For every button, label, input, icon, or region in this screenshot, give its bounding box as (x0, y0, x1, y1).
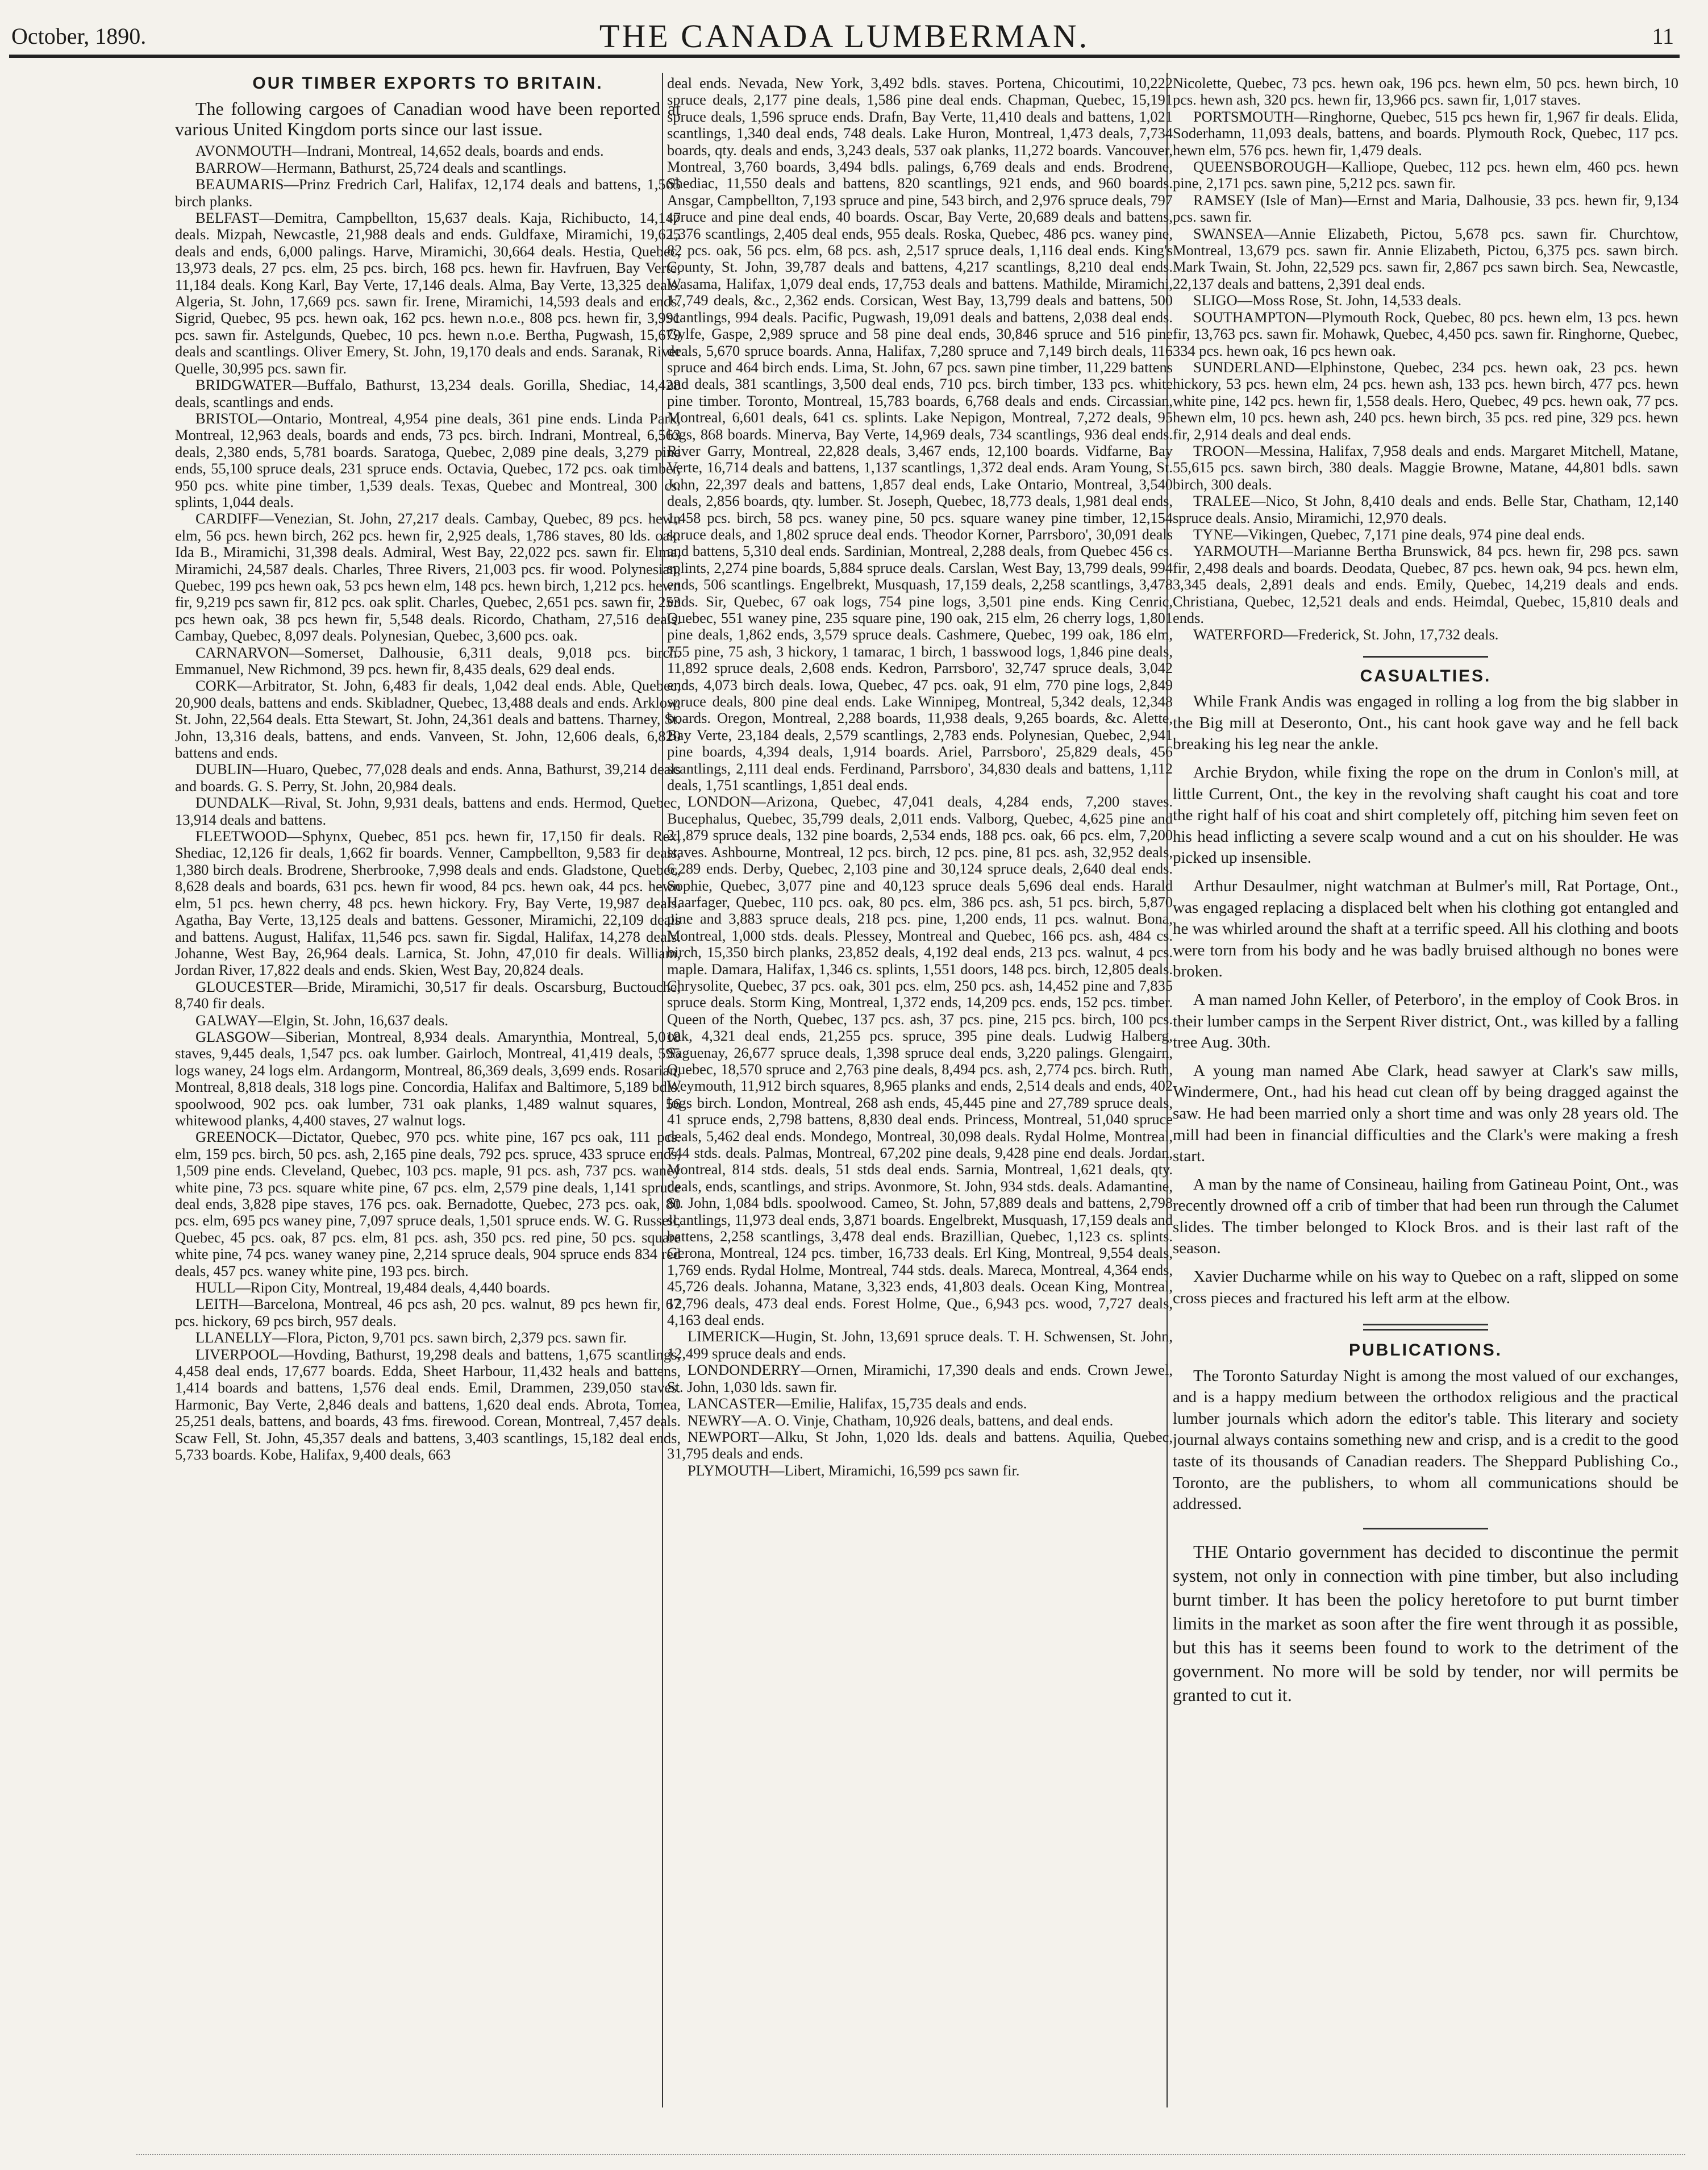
export-entry: QUEENSBOROUGH—Kalliope, Quebec, 112 pcs. hewn elm, 460 pcs. hewn pine, 2,171 pcs. sawn pine, 5,212 pcs. sawn fir. (1173, 158, 1678, 192)
export-entry: CARNARVON—Somerset, Dalhousie, 6,311 deals, 9,018 pcs. birch. Emmanuel, New Richmond, 39 pcs. hewn fir, 8,435 deals, 629 deal ends. (175, 643, 681, 677)
exports-intro: The following cargoes of Canadian wood have been reported at various United Kingdom ports since our last issue. (175, 98, 681, 140)
export-entry: LIVERPOOL—Hovding, Bathurst, 19,298 deals and battens, 1,675 scantlings, 4,458 deal ends, 17,677 boards. Edda, Sheet Harbour, 11,432 heals and battens, 1,414 boards and battens, 1,576 deal ends. Emil, Drammen, 239,050 staves. Harmonic, Bay Verte, 2,846 deals and battens, 1,620 deal ends. Abrota, Tomea, 25,251 deals, battens, and boards, 43 fms. firewood. Corean, Montreal, 7,457 deals. Scaw Fell, St. John, 45,357 deals and battens, 3,403 scantlings, 15,182 deal ends, 5,733 boards. Kobe, Halifax, 9,400 deals, 663 (175, 1345, 681, 1464)
export-entry: FLEETWOOD—Sphynx, Quebec, 851 pcs. hewn fir, 17,150 fir deals. Rex, Shediac, 12,126 fir deals, 1,662 fir boards. Venner, Campbellton, 9,583 fir deals, 1,380 birch deals. Brodrene, Sherbrooke, 7,998 deals and ends. Gladstone, Quebec, 8,628 deals and boards, 631 pcs. hewn fir wood, 84 pcs. hewn oak, 44 pcs. hewn elm, 51 pcs. hewn cherry, 48 pcs. hewn hickory. Fry, Bay Verte, 19,987 deals. Agatha, Bay Verte, 13,125 deals and battens. Gessoner, Miramichi, 22,109 deals and battens. August, Halifax, 11,546 pcs. sawn fir. Sigdal, Halifax, 14,278 deals. Johanne, West Bay, 26,964 deals. Larnica, St. John, 47,010 fir deals. William, Jordan River, 17,822 deals and ends. Skien, West Bay, 20,824 deals. (175, 828, 681, 979)
column-1 (175, 75, 681, 2098)
export-entry: HULL—Ripon City, Montreal, 19,484 deals, 4,440 boards. (195, 1279, 551, 1296)
casualties-heading: CASUALTIES. (1360, 666, 1492, 685)
export-entry: BELFAST—Demitra, Campbellton, 15,637 deals. Kaja, Richibucto, 14,147 deals. Mizpah, Newcastle, 21,988 deals and ends. Guldfaxe, Miramichi, 19,625 deals and ends, 6,000 palings. Harve, Miramichi, 30,664 deals. Hestia, Quebec, 13,973 deals, 27 pcs. elm, 25 pcs. birch, 168 pcs. hewn fir. Havfruen, Bay Verte, 11,184 deals. Kong Karl, Bay Verte, 17,146 deals. Alma, Bay Verte, 13,325 deals. Algeria, St. John, 17,669 pcs. sawn fir. Irene, Miramichi, 14,593 deals and ends. Sigrid, Quebec, 95 pcs. hewn oak, 162 pcs. hewn n.o.e., 808 pcs. hewn fir, 3,991 pcs. sawn fir. Astelgunds, Quebec, 10 pcs. hewn n.o.e. Bertha, Pugwash, 15,679 deals and scantlings. Oliver Emery, St. John, 19,170 deals and ends. Saranak, River Quelle, 30,995 pcs. sawn fir. (175, 209, 681, 377)
export-entry: RAMSEY (Isle of Man)—Ernst and Maria, Dalhousie, 33 pcs. hewn fir, 9,134 pcs. sawn fir. (1173, 191, 1678, 226)
export-entry: LONDON—Arizona, Quebec, 47,041 deals, 4,284 ends, 7,200 staves. Bucephalus, Quebec, 35,799 deals, 2,011 ends. Valborg, Quebec, 4,625 pine and 21,879 spruce deals, 132 pine boards, 2,534 ends, 188 pcs. oak, 66 pcs. elm, 7,200 staves. Ashbourne, Montreal, 12 pcs. birch, 12 pcs. pine, 81 pcs. ash, 32,952 deals, 6,289 ends. Derby, Quebec, 2,103 pine and 30,124 spruce deals, 2,640 deal ends. Sophie, Quebec, 3,077 pine and 40,123 spruce deals 5,696 deal ends. Harald Haarfager, Quebec, 110 pcs. oak, 80 pcs. elm, 386 pcs. ash, 51 pcs. birch, 5,870 pine and 3,883 spruce deals, 218 pcs. pine, 1,200 ends, 11 pcs. walnut. Bona, Montreal, 1,000 stds. deals. Plessey, Montreal and Quebec, 166 pcs. ash, 484 cs. birch, 15,350 birch planks, 23,852 deals, 4,192 deal ends, 213 pcs. walnut, 4 pcs. maple. Damara, Halifax, 1,346 cs. splints, 1,551 doors, 148 pcs. birch, 12,805 deals. Chrysolite, Quebec, 37 pcs. oak, 301 pcs. elm, 250 pcs. ash, 14,452 pine and 7,835 spruce deals. Storm King, Montreal, 1,372 ends, 14,209 pcs. ends, 152 pcs. timber. Queen of the North, Quebec, 137 pcs. ash, 37 pcs. pine, 215 pcs. birch, 100 pcs. oak, 4,321 deal ends, 21,255 pcs. spruce, 395 pine deals. Ludwig Halberg, Saguenay, 26,677 spruce deals, 1,398 spruce deal ends, 3,220 palings. Glengairn, Quebec, 18,570 spruce and 2,763 pine deals, 8,494 pcs. ash, 2,774 pcs. birch. Ruth, Weymouth, 11,912 birch squares, 8,965 planks and ends, 2,514 deals and ends, 402 logs birch. London, Montreal, 268 ash ends, 45,445 pine and 27,789 spruce deals, 41 spruce ends, 2,798 battens, 8,830 deal ends. Princess, Montreal, 51,040 spruce deals, 5,462 deal ends. Mondego, Montreal, 30,098 deals. Rydal Holme, Montreal, 744 stds. deals. Palmas, Montreal, 67,202 pine deals, 9,428 pine end deals. Jordan, Montreal, 814 stds. deals, 51 stds deal ends. Sarnia, Montreal, 1,621 deals, qty. deals, ends, scantlings, and strips. Avonmore, St. John, 934 stds. deals. Adamantine, St. John, 1,084 bdls. spoolwood. Cameo, St. John, 57,889 deals and battens, 2,798 scantlings, 11,973 deal ends, 3,871 boards. Engelbrekt, Musquash, 17,159 deals and battens, 2,258 scantlings, 3,478 deal ends. Brazillian, Quebec, 1,123 cs. splints. Gerona, Montreal, 124 pcs. timber, 16,733 deals. Erl King, Montreal, 9,554 deals, 1,769 ends. Rydal Holme, Montreal, 744 stds. deals. Mareca, Montreal, 4,364 ends, 45,726 deals. Johanna, Matane, 3,323 ends, 41,803 deals. Ocean King, Montreal, 12,796 deals, 473 deal ends. Forest Holme, Que., 6,943 pcs. wood, 7,727 deals, 4,163 deal ends. (667, 793, 1173, 1329)
column-2 (667, 75, 1173, 2098)
export-entry: AVONMOUTH—Indrani, Montreal, 14,652 deals, boards and ends. (195, 142, 604, 160)
export-entry: LIMERICK—Hugin, St. John, 13,691 spruce deals. T. H. Schwensen, St. John, 12,499 spruce deals and ends. (667, 1328, 1173, 1362)
export-entry: NEWPORT—Alku, St John, 1,020 lds. deals and battens. Aquilia, Quebec, 31,795 deals and ends. (667, 1428, 1173, 1462)
export-entry: Nicolette, Quebec, 73 pcs. hewn oak, 196 pcs. hewn elm, 50 pcs. hewn birch, 10 pcs. hewn ash, 320 pcs. hewn fir, 13,966 pcs. sawn fir, 1,017 staves. (1173, 75, 1678, 109)
export-entry: WATERFORD—Frederick, St. John, 17,732 deals. (1193, 626, 1499, 643)
export-entry: BRISTOL—Ontario, Montreal, 4,954 pine deals, 361 pine ends. Linda Park, Montreal, 12,963 deals, boards and ends, 73 pcs. birch. Indrani, Montreal, 6,563 deals, 2,380 ends, 5,781 boards. Saratoga, Quebec, 2,089 pine deals, 3,279 pine ends, 55,100 spruce deals, 231 spruce ends. Octavia, Quebec, 172 pcs. oak timber, 950 pcs. white pine timber, 1,539 deals. Texas, Quebec and Montreal, 300 cs. splints, 1,044 deals. (175, 409, 681, 510)
section-divider (1363, 656, 1488, 658)
export-entry: GLASGOW—Siberian, Montreal, 8,934 deals. Amarynthia, Montreal, 5,018 staves, 9,445 deals, 1,547 pcs. oak lumber. Gairloch, Montreal, 41,419 deals, 595 logs waney, 24 logs elm. Ardangorm, Montreal, 86,369 deals, 3,699 ends. Rosarian, Montreal, 8,818 deals, 318 logs pine. Concordia, Halifax and Baltimore, 5,189 bdls. spoolwood, 902 pcs. oak lumber, 731 oak planks, 1,489 walnut squares, 56 whitewood planks, 4,400 staves, 27 walnut logs. (175, 1028, 681, 1129)
export-entry: TROON—Messina, Halifax, 7,958 deals and ends. Margaret Mitchell, Matane, 55,615 pcs. sawn birch, 380 deals. Maggie Browne, Matane, 44,801 bdls. sawn birch, 300 deals. (1173, 442, 1678, 493)
export-entry: BEAUMARIS—Prinz Fredrich Carl, Halifax, 12,174 deals and battens, 1,565 birch planks. (175, 176, 681, 210)
export-entry: CORK—Arbitrator, St. John, 6,483 fir deals, 1,042 deal ends. Able, Quebec, 20,900 deals, battens and ends. Skibladner, Quebec, 13,488 deals and ends. Arklow, St. John, 22,564 deals. Etta Stewart, St. John, 24,361 deals and battens. Tharney, St. John, 13,316 deals, battens, and ends. Vanveen, St. John, 12,606 deals, 6,820 battens and ends. (175, 677, 681, 762)
export-entry: GREENOCK—Dictator, Quebec, 970 pcs. white pine, 167 pcs oak, 111 pcs. elm, 159 pcs. birch, 50 pcs. ash, 2,165 pine deals, 792 pcs. spruce, 433 spruce ends, 1,509 pine ends. Cleveland, Quebec, 103 pcs. maple, 91 pcs. ash, 737 pcs. waney white pine, 73 pcs. square white pine, 67 pcs. elm, 2,579 pine deals, 1,141 spruce deal ends, 3,828 pipe staves, 176 pcs. oak. Bernadotte, Quebec, 273 pcs. oak, 80 pcs. elm, 695 pcs waney pine, 7,097 spruce deals, 1,501 spruce ends. W. G. Russell, Quebec, 45 pcs. oak, 87 pcs. elm, 81 pcs. ash, 350 pcs. red pine, 50 pcs. square white pine, 74 pcs. waney waney pine, 2,214 spruce deals, 904 spruce ends 834 red deals, 457 pcs. waney white pine, 193 pcs. birch. (175, 1128, 681, 1279)
export-entry: SWANSEA—Annie Elizabeth, Pictou, 5,678 pcs. sawn fir. Churchtow, Montreal, 13,679 pcs. sawn fir. Annie Elizabeth, Pictou, 6,375 pcs. sawn birch. Mark Twain, St. John, 22,529 pcs. sawn fir, 2,867 pcs sawn birch. Sea, Newcastle, 22,137 deals and battens, 2,391 deal ends. (1173, 225, 1678, 292)
permits-paragraph: THE Ontario government has decided to discontinue the permit system, not only in connection with pine timber, but also including burnt timber. It has been the policy heretofore to put burnt timber limits in the market as soon after the fire went through it as possible, but this has it seems been found to work to the detriment of the government. No more will be sold by tender, nor will permits be granted to cut it. (1173, 1541, 1678, 1705)
export-entry: SUNDERLAND—Elphinstone, Quebec, 234 pcs. hewn oak, 23 pcs. hewn hickory, 53 pcs. hewn elm, 24 pcs. hewn ash, 133 pcs. hewn birch, 477 pcs. hewn white pine, 142 pcs. hewn fir, 1,558 deals. Hero, Quebec, 49 pcs. hewn oak, 77 pcs. hewn elm, 10 pcs. hewn ash, 240 pcs. hewn birch, 35 pcs. red pine, 329 pcs. hewn fir, 2,914 deals and deal ends. (1173, 358, 1678, 443)
exports-heading: OUR TIMBER EXPORTS TO BRITAIN. (252, 75, 603, 93)
casualty-paragraph: A man named John Keller, of Peterboro', in the employ of Cook Bros. in their lumber camps in the Serpent River district, Ont., was killed by a falling tree Aug. 30th. (1173, 990, 1678, 1052)
export-entry: SOUTHAMPTON—Plymouth Rock, Quebec, 80 pcs. hewn elm, 13 pcs. hewn fir, 13,763 pcs. sawn fir. Mohawk, Quebec, 4,450 pcs. sawn fir. Ringhorne, Quebec, 334 pcs. hewn oak, 16 pcs hewn oak. (1173, 308, 1678, 359)
publication-title: THE CANADA LUMBERMAN. (599, 18, 1090, 55)
casualty-paragraph: A man by the name of Consineau, hailing from Gatineau Point, Ont., was recently drowned off a crib of timber that had been run through the Calumet slides. The timber belonged to Klock Bros. and is their last raft of the season. (1173, 1175, 1678, 1258)
export-entry: TYNE—Vikingen, Quebec, 7,171 pine deals, 974 pine deal ends. (1193, 525, 1585, 543)
page-number: 11 (1652, 23, 1674, 49)
export-entry: BRIDGWATER—Buffalo, Bathurst, 13,234 deals. Gorilla, Shediac, 14,428 deals, scantlings and ends. (175, 376, 681, 410)
export-entry: LANCASTER—Emilie, Halifax, 15,735 deals and ends. (688, 1395, 1027, 1412)
page-bottom-edge (136, 2154, 1685, 2156)
export-entry: SLIGO—Moss Rose, St. John, 14,533 deals. (1193, 292, 1462, 309)
casualty-paragraph: A young man named Abe Clark, head sawyer at Clark's saw mills, Windermere, Ont., had his head cut clean off by being dragged against the saw. He had been married only a short time and was only 28 years old. The mill had been in financial difficulties and the Clark's were making a fresh start. (1173, 1061, 1678, 1166)
issue-date: October, 1890. (11, 23, 147, 49)
masthead (9, 0, 1680, 58)
column-3 (1173, 75, 1678, 2098)
export-entry: BARROW—Hermann, Bathurst, 25,724 deals and scantlings. (195, 159, 567, 176)
export-entry: LONDONDERRY—Ornen, Miramichi, 17,390 deals and ends. Crown Jewel, St. John, 1,030 lds. sawn fir. (667, 1361, 1173, 1395)
export-entry: LLANELLY—Flora, Picton, 9,701 pcs. sawn birch, 2,379 pcs. sawn fir. (195, 1329, 627, 1346)
publications-paragraph: The Toronto Saturday Night is among the most valued of our exchanges, and is a happy medium between the orthodox religious and the practical lumber journals which adorn the editor's table. This literary and society journal always contains something new and crisp, and is a credit to the good taste of its thousands of Canadian readers. The Sheppard Publishing Co., Toronto, are the publishers, to whom all communications should be addressed. (1173, 1366, 1678, 1514)
export-entry: LEITH—Barcelona, Montreal, 46 pcs ash, 20 pcs. walnut, 89 pcs hewn fir, 67 pcs. hickory, 69 pcs birch, 957 deals. (175, 1295, 681, 1329)
export-entry: deal ends. Nevada, New York, 3,492 bdls. staves. Portena, Chicoutimi, 10,222 spruce deals, 2,177 pine deals, 1,586 pine deal ends. Chapman, Quebec, 15,191 spruce deals, 1,596 spruce ends. Drafn, Bay Verte, 11,410 deals and battens, 1,021 scantlings, 1,340 deal ends, 748 deals. Lake Huron, Montreal, 1,473 deals, 7,734 boards, qty. deals and ends, 3,243 deals, 537 oak planks, 11,272 boards. Vancouver, Montreal, 3,760 boards, 3,494 bdls. palings, 6,769 deals and ends. Brodrene, Shediac, 11,550 deals and battens, 820 scantlings, 921 ends, and 960 boards. Ansgar, Campbellton, 7,193 spruce and pine, 543 birch, and 2,976 spruce deals, 797 spruce and pine deal ends, 40 boards. Oscar, Bay Verte, 20,689 deals and battens, 1,376 scantlings, 2,405 deal ends, 955 deals. Roska, Quebec, 486 pcs. waney pine, 82 pcs. oak, 56 pcs. elm, 68 pcs. ash, 2,517 spruce deals, 1,116 deal ends. King's County, St. John, 39,787 deals and battens, 4,217 scantlings, 8,210 deal ends. Wasama, Halifax, 1,079 deal ends, 17,753 deals and battens. Mathilde, Miramichi, 17,749 deals, &c., 2,362 ends. Corsican, West Bay, 13,799 deals and battens, 500 scantlings, 994 deals. Pacific, Pugwash, 19,091 deals and battens, 2,038 deal ends. Gylfe, Gaspe, 2,989 spruce and 58 pine deal ends, 30,846 spruce and 516 pine deals, 5,670 spruce boards. Anna, Halifax, 7,280 spruce and 7,149 birch deals, 116 spruce and 464 birch ends. Lima, St. John, 67 pcs. sawn pine timber, 11,229 battens and deals, 381 scantlings, 3,500 deal ends, 710 pcs. birch timber, 133 pcs. white pine timber. Toronto, Montreal, 15,783 boards, 6,768 deals and ends. Circassian, Montreal, 6,601 deals, 641 cs. splints. Lake Nepigon, Montreal, 7,272 deals, 95 logs, 868 boards. Minerva, Bay Verte, 14,969 deals, 734 scantlings, 936 deal ends. River Garry, Montreal, 22,828 deals, 3,467 ends, 12,100 boards. Vidfarne, Bay Verte, 16,714 deals and battens, 1,137 scantlings, 1,372 deal ends. Aram Young, St. John, 22,397 deals and battens, 1,857 deal ends, Lake Ontario, Montreal, 3,540 deals, 2,856 boards, qty. lumber. St. Joseph, Quebec, 18,773 deals, 1,981 deal ends, 1,458 pcs. birch, 58 pcs. waney pine, 50 pcs. square waney pine timber, 12,154 spruce deals, and 1,802 spruce deal ends. Theodor Korner, Parrsboro', 30,091 deals and battens, 5,310 deal ends. Sardinian, Montreal, 2,288 deals, from Quebec 456 cs. splints, 2,274 pine boards, 5,884 spruce deals. Carslan, West Bay, 13,799 deals, 994 ends, 506 scantlings. Engelbrekt, Musquash, 17,159 deals, 2,258 scantlings, 3,478 ends. Sir, Quebec, 67 oak logs, 754 pine logs, 3,501 pine ends. King Cenric, Quebec, 551 waney pine, 235 square pine, 190 oak, 215 elm, 26 cherry logs, 1,801 pine deals, 1,862 ends, 3,579 spruce deals. Cashmere, Quebec, 199 oak, 186 elm, 755 pine, 75 ash, 3 hickory, 1 tamarac, 1 birch, 1 basswood logs, 1,846 pine deals, 11,892 spruce deals, 2,608 ends. Kedron, Parrsboro', 32,747 spruce deals, 3,042 ends, 4,073 birch deals. Iowa, Quebec, 47 pcs. oak, 91 elm, 770 pine logs, 2,849 spruce deals, 800 pine deal ends. Lake Winnipeg, Montreal, 5,342 deals, 12,348 boards. Oregon, Montreal, 2,288 boards, 11,938 deals, 9,265 boards, &c. Alette, Bay Verte, 23,184 deals, 2,579 scantlings, 2,783 ends. Polynesian, Quebec, 2,941 pine boards, 4,394 deals, 1,914 boards. Ariel, Parrsboro', 25,829 deals, 456 scantlings, 2,111 deal ends. Ferdinand, Parrsboro', 34,830 deals and battens, 1,112 deals, 1,751 scantlings, 1,851 deal ends. (667, 75, 1173, 794)
export-entry: TRALEE—Nico, St John, 8,410 deals and ends. Belle Star, Chatham, 12,140 spruce deals. Ansio, Miramichi, 12,970 deals. (1173, 492, 1678, 526)
export-entry: PORTSMOUTH—Ringhorne, Quebec, 515 pcs hewn fir, 1,967 fir deals. Elida, Soderhamn, 11,093 deals, battens, and boards. Plymouth Rock, Quebec, 117 pcs. hewn elm, 576 pcs. hewn fir, 1,479 deals. (1173, 107, 1678, 159)
export-entry: CARDIFF—Venezian, St. John, 27,217 deals. Cambay, Quebec, 89 pcs. hewn elm, 56 pcs. hewn birch, 262 pcs. hewn fir, 2,925 deals, 1,786 staves, 80 lds. oak. Ida B., Miramichi, 31,398 deals. Admiral, West Bay, 22,022 pcs. sawn fir. Elma, Miramichi, 24,587 deals. Charles, Three Rivers, 21,003 pcs. fir wood. Polynesian, Quebec, 199 pcs hewn oak, 53 pcs hewn elm, 148 pcs. hewn birch, 1,212 pcs. hewn fir, 9,219 pcs sawn fir, 812 pcs. oak split. Charles, Quebec, 2,651 pcs. sawn fir, 253 pcs hewn oak, 38 pcs hewn fir, 5,548 deals. Ricordo, Chatham, 27,516 deals. Cambay, Quebec, 8,097 deals. Polynesian, Quebec, 3,600 pcs. oak. (175, 510, 681, 645)
export-entry: NEWRY—A. O. Vinje, Chatham, 10,926 deals, battens, and deal ends. (688, 1411, 1114, 1429)
export-entry: GLOUCESTER—Bride, Miramichi, 30,517 fir deals. Oscarsburg, Buctouche, 8,740 fir deals. (175, 978, 681, 1012)
section-divider (1363, 1324, 1488, 1331)
casualty-paragraph: While Frank Andis was engaged in rolling a log from the big slabber in the Big mill at Deseronto, Ont., his cant hook gave way and he fell back breaking his leg near the ankle. (1173, 692, 1678, 754)
export-entry: PLYMOUTH—Libert, Miramichi, 16,599 pcs sawn fir. (688, 1461, 1020, 1479)
casualty-paragraph: Xavier Ducharme while on his way to Quebec on a raft, slipped on some cross pieces and fractured his left arm at the elbow. (1173, 1267, 1678, 1307)
export-entry: DUBLIN—Huaro, Quebec, 77,028 deals and ends. Anna, Bathurst, 39,214 deals and boards. G. S. Perry, St. John, 20,984 deals. (175, 760, 681, 795)
section-divider (1363, 1528, 1488, 1529)
casualty-paragraph: Archie Brydon, while fixing the rope on the drum in Conlon's mill, at little Current, Ont., the key in the revolving shaft caught his coat and tore the right half of his coat and shirt completely off, pitching him seven feet on his head inflicting a severe scalp wound and a cut on his shoulder. He was picked up insensible. (1173, 763, 1678, 867)
publications-heading: PUBLICATIONS. (1348, 1341, 1503, 1360)
export-entry: DUNDALK—Rival, St. John, 9,931 deals, battens and ends. Hermod, Quebec, 13,914 deals and battens. (175, 794, 681, 828)
casualty-paragraph: Arthur Desaulmer, night watchman at Bulmer's mill, Rat Portage, Ont., was engaged replacing a displaced belt when his clothing got entangled and he was whirled around the shaft at a terrific speed. All his clothing and boots were torn from his body and he was badly bruised although no bones were broken. (1173, 876, 1678, 981)
export-entry: YARMOUTH—Marianne Bertha Brunswick, 84 pcs. hewn fir, 298 pcs. sawn fir, 2,498 deals and boards. Deodata, Quebec, 87 pcs. hewn oak, 94 pcs. hewn elm, 3,345 deals, 2,891 deals and ends. Emily, Quebec, 14,219 deals and ends. Christiana, Quebec, 12,521 deals and ends. Heimdal, Quebec, 15,810 deals and ends. (1173, 542, 1678, 626)
export-entry: GALWAY—Elgin, St. John, 16,637 deals. (195, 1011, 448, 1029)
